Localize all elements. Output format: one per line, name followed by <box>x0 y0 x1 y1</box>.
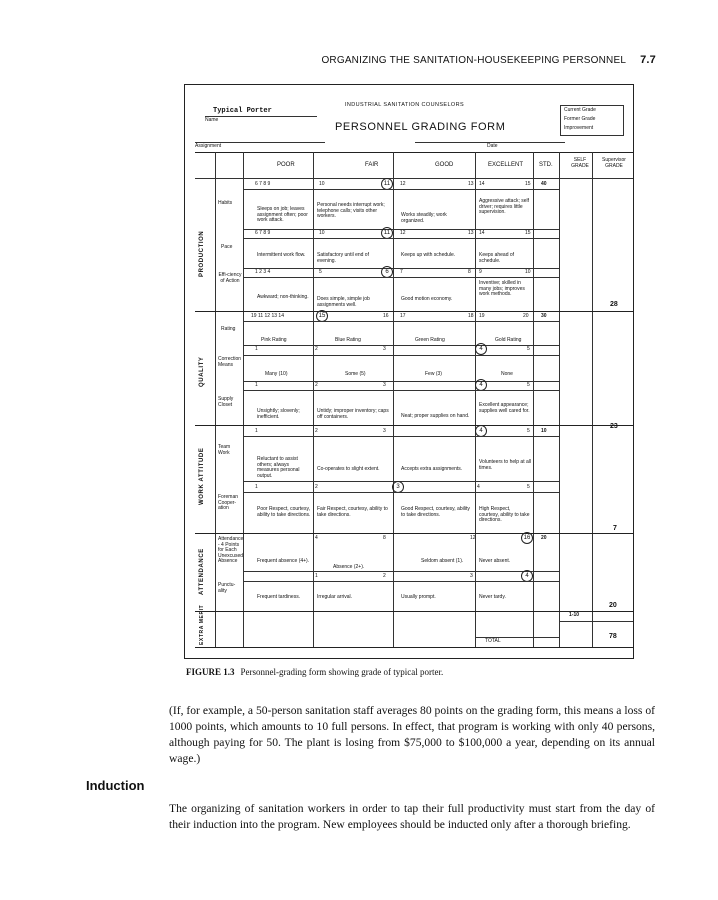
score-circle: 6 <box>381 266 393 278</box>
extra-merit-range: 1-10 <box>569 612 580 618</box>
teamwork-good: Accepts extra assignments. <box>401 466 463 472</box>
scale-punct-2: 2 <box>383 573 386 579</box>
scale-habits-fair: 10 <box>319 181 325 187</box>
punctuality-good: Usually prompt. <box>401 594 436 600</box>
score-circle: 11 <box>381 178 393 190</box>
body-paragraph-2: The organizing of sanitation workers in order to tap their full productivity must start from the day of their induction into the program. New employees should be inducted only after a thorough briefing. <box>169 802 655 831</box>
scale-abs-3: 12 <box>470 535 476 541</box>
rating-fair: Blue Rating <box>335 337 361 343</box>
current-grade-label: Current Grade <box>564 107 596 113</box>
scale-eff-exc: 9 <box>479 269 482 275</box>
habits-excellent: Aggressive attack; self driver; requires little supervision. <box>479 198 530 216</box>
std-quality: 30 <box>541 313 547 319</box>
efficiency-poor: Awkward; non-thinking. <box>257 294 309 300</box>
row-punctuality-label: Punctu-ality <box>218 582 236 594</box>
absence-poor: Frequent absence (4+). <box>257 558 310 564</box>
row-absence-label: Attendance - 4 Points for Each Unexcused Absence <box>218 536 244 565</box>
grading-form-figure <box>184 84 634 659</box>
correction-good: Few (3) <box>425 371 442 377</box>
scale-rating-exc-max: 20 <box>523 313 529 319</box>
scale-habits-exc: 14 <box>479 181 485 187</box>
scale-rating-exc: 19 <box>479 313 485 319</box>
row-rating-label: Rating <box>221 326 236 332</box>
name-label: Name <box>205 117 219 123</box>
scale-foreman-2: 2 <box>315 484 318 490</box>
correction-fair: Some (5) <box>345 371 366 377</box>
foreman-fair: Fair Respect, courtesy, ability to take directions. <box>317 506 388 518</box>
habits-fair: Personal needs interrupt work; telephone calls; visits other workers. <box>317 202 385 220</box>
scale-supply-2: 2 <box>315 382 318 388</box>
scale-corr-3: 3 <box>383 346 386 352</box>
score-circle: 3 <box>392 481 404 493</box>
form-title: PERSONNEL GRADING FORM <box>335 121 506 133</box>
scale-punct-3: 3 <box>470 573 473 579</box>
scale-supply-1: 1 <box>255 382 258 388</box>
score-circle: 16 <box>521 532 533 544</box>
section-attendance: ATTENDANCE <box>199 548 205 595</box>
scale-abs-2: 8 <box>383 535 386 541</box>
scale-habits-good: 12 <box>400 181 406 187</box>
scale-eff-poor: 1 2 3 4 <box>255 269 271 275</box>
figure-label: FIGURE 1.3 <box>186 667 235 677</box>
scale-foreman-1: 1 <box>255 484 258 490</box>
scale-team-3: 3 <box>383 428 386 434</box>
supply-poor: Unsightly; slovenly; inefficient. <box>257 408 300 420</box>
scale-team-1: 1 <box>255 428 258 434</box>
score-circle: 4 <box>475 343 487 355</box>
punctuality-excellent: Never tardy. <box>479 594 506 600</box>
supply-excellent: Excellent appearance; supplies well cared for. <box>479 402 530 414</box>
scale-rating-good: 17 <box>400 313 406 319</box>
scale-rating-poor: 19 11 12 13 14 <box>251 313 284 319</box>
col-good: GOOD <box>435 162 454 168</box>
section-work-attitude: WORK ATTITUDE <box>199 447 205 505</box>
habits-good: Works steadily; work organized. <box>401 212 447 224</box>
section-extra-merit: EXTRA MERIT <box>199 604 205 645</box>
figure-caption-text: Personnel-grading form showing grade of typical porter. <box>240 667 444 677</box>
total-attendance: 20 <box>609 602 617 609</box>
score-circle: 15 <box>316 310 328 322</box>
row-efficiency-label: Effi-ciency of Action <box>218 272 242 284</box>
row-teamwork-label: Team Work <box>218 444 231 456</box>
scale-habits-poor: 6 7 8 9 <box>255 181 271 187</box>
teamwork-poor: Reluctant to assist others; always measures personal output. <box>257 456 300 479</box>
foreman-poor: Poor Respect, courtesy, ability to take directions. <box>257 506 311 518</box>
score-circle: 4 <box>475 425 487 437</box>
scale-supply-3: 3 <box>383 382 386 388</box>
scale-eff-exc-max: 10 <box>525 269 531 275</box>
rating-poor: Pink Rating <box>261 337 287 343</box>
col-excellent: EXCELLENT <box>488 162 524 168</box>
rating-good: Green Rating <box>415 337 445 343</box>
scale-pace-good: 12 <box>400 230 406 236</box>
figure-caption <box>186 667 443 677</box>
supply-fair: Untidy; improper inventory; caps off containers. <box>317 408 389 420</box>
teamwork-excellent: Volunteers to help at all times. <box>479 459 531 471</box>
scale-habits-exc-max: 15 <box>525 181 531 187</box>
punctuality-poor: Frequent tardiness. <box>257 594 301 600</box>
teamwork-fair: Co-operates to slight extent. <box>317 466 380 472</box>
habits-poor: Sleeps on job; leaves assignment often; poor work attack. <box>257 206 308 224</box>
scale-pace-exc-max: 15 <box>525 230 531 236</box>
scale-team-5: 5 <box>527 428 530 434</box>
absence-fair: Absence (2+). <box>333 564 365 570</box>
efficiency-fair: Does simple, simple job assignments well. <box>317 296 370 308</box>
supply-good: Neat; proper supplies on hand. <box>401 413 470 419</box>
pace-fair: Satisfactory until end of evening. <box>317 252 369 264</box>
correction-poor: Many (10) <box>265 371 288 377</box>
assignment-label: Assignment <box>195 143 222 149</box>
pace-poor: Intermittent work flow. <box>257 252 306 258</box>
total-production: 28 <box>610 301 618 308</box>
section-production: PRODUCTION <box>199 230 205 277</box>
scale-team-2: 2 <box>315 428 318 434</box>
scale-pace-good-max: 13 <box>468 230 474 236</box>
total-score: 78 <box>609 633 617 640</box>
scale-eff-good-max: 8 <box>468 269 471 275</box>
absence-excellent: Never absent. <box>479 558 511 564</box>
scale-punct-1: 1 <box>315 573 318 579</box>
col-poor: POOR <box>277 162 295 168</box>
foreman-good: Good Respect, courtesy, ability to take directions. <box>401 506 470 518</box>
correction-excellent: None <box>501 371 513 377</box>
header-title: ORGANIZING THE SANITATION-HOUSEKEEPING PERSONNEL <box>321 55 627 66</box>
pace-good: Keeps up with schedule. <box>401 252 456 258</box>
total-work-attitude: 7 <box>613 525 617 532</box>
col-self-grade: SELF GRADE <box>571 157 589 169</box>
score-circle: 4 <box>475 379 487 391</box>
col-fair: FAIR <box>365 162 379 168</box>
scale-pace-poor: 6 7 8 9 <box>255 230 271 236</box>
scale-abs-1: 4 <box>315 535 318 541</box>
scale-corr-5: 5 <box>527 346 530 352</box>
scale-corr-1: 1 <box>255 346 258 352</box>
foreman-excellent: High Respect, courtesy, ability to take directions. <box>479 506 530 524</box>
date-label: Date <box>487 143 498 149</box>
col-std: STD. <box>539 162 553 168</box>
scale-rating-fair-max: 16 <box>383 313 389 319</box>
row-pace-label: Pace <box>221 244 233 250</box>
grade-box <box>560 105 624 136</box>
efficiency-good: Good motion economy. <box>401 296 453 302</box>
scale-eff-fair: 5 <box>319 269 322 275</box>
page-number: 7.7 <box>640 54 656 66</box>
score-circle: 11 <box>381 227 393 239</box>
punctuality-fair: Irregular arrival. <box>317 594 353 600</box>
improvement-label: Improvement <box>564 125 594 131</box>
score-circle: 4 <box>521 570 533 582</box>
scale-foreman-5: 5 <box>527 484 530 490</box>
total-quality: 23 <box>610 423 618 430</box>
pace-excellent: Keeps ahead of schedule. <box>479 252 515 264</box>
scale-pace-fair: 10 <box>319 230 325 236</box>
total-label: TOTAL <box>485 638 501 644</box>
section-heading-induction: Induction <box>86 778 145 793</box>
efficiency-excellent: Inventive; skilled in many jobs; improves work methods. <box>479 280 525 298</box>
scale-eff-good: 7 <box>400 269 403 275</box>
form-company: INDUSTRIAL SANITATION COUNSELORS <box>345 102 465 108</box>
scale-supply-5: 5 <box>527 382 530 388</box>
former-grade-label: Former Grade <box>564 116 596 122</box>
scale-habits-good-max: 13 <box>468 181 474 187</box>
row-supply-label: Supply Closet <box>218 396 234 408</box>
row-correction-label: Correction Means <box>218 356 242 368</box>
row-habits-label: Habits <box>218 200 233 206</box>
std-work-attitude: 10 <box>541 428 547 434</box>
rating-excellent: Gold Rating <box>495 337 522 343</box>
scale-corr-2: 2 <box>315 346 318 352</box>
row-foreman-label: Foreman Cooper-ation <box>218 494 239 512</box>
scale-pace-exc: 14 <box>479 230 485 236</box>
scale-foreman-4: 4 <box>477 484 480 490</box>
name-value: Typical Porter <box>213 107 272 115</box>
body-paragraph-1: (If, for example, a 50-person sanitation staff averages 80 points on the grading form, this means a loss of 1000 points, which amounts to 10 full persons. In effect, that program is working with only 40 persons, although paying for 50. The plant is losing from $75,000 to $100,000 a year, depending on its annual wage.) <box>169 704 655 765</box>
std-attendance: 20 <box>541 535 547 541</box>
col-supervisor-grade: Supervisor GRADE <box>602 157 626 169</box>
running-header <box>321 54 656 66</box>
section-quality: QUALITY <box>199 356 205 387</box>
scale-rating-good-max: 18 <box>468 313 474 319</box>
std-production: 40 <box>541 181 547 187</box>
absence-good: Seldom absent (1). <box>421 558 464 564</box>
